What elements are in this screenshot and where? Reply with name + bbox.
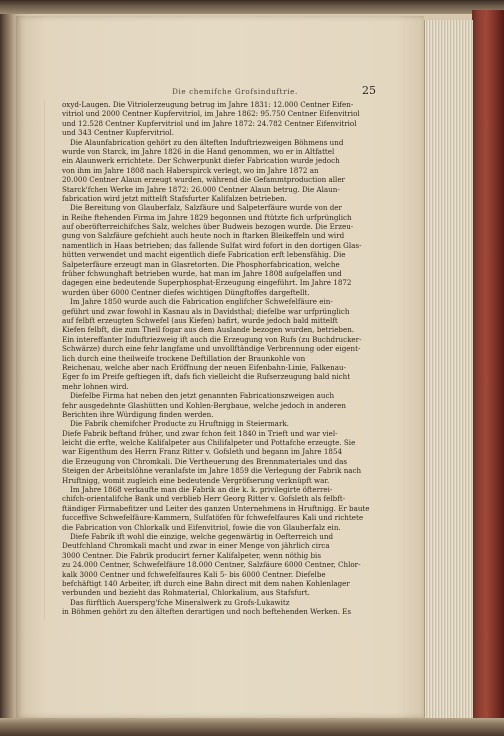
text-line: lich durch eine theilweife trockene Deftillation der Braunkohle von xyxy=(62,353,306,363)
page-stack-edge xyxy=(424,20,473,720)
text-line: die Fabrication von Chlorkalk und Eifenvitriol, fowie die von Glauberfalz ein. xyxy=(62,522,341,532)
text-line: Hruftnigg, womit zugleich eine bedeutende Vergröfserung verknüpft war. xyxy=(62,475,330,485)
text-line: und 12.528 Centner Kupfervitriol und im Jahre 1872: 24.782 Centner Eifenvitriol xyxy=(62,118,357,128)
text-line: Diefelbe Firma hat neben den jetzt genannten Fabricationszweigen auch xyxy=(70,391,335,401)
text-line: chifch-orientalifche Bank und verblieb Herr Georg Ritter v. Gofsleth als felbft- xyxy=(62,494,346,504)
text-line: 20.000 Centner Alaun erzeugt wurden, während die Gefammtproduction aller xyxy=(62,175,345,185)
text-line: Im Jahre 1850 wurde auch die Fabrication englifcher Schwefelfäure ein- xyxy=(70,297,333,307)
page-number: 25 xyxy=(362,84,376,97)
text-line: fucceffive Schwefelfäure-Kammern, Sulfatöfen für fchwefelfaures Kali und richtete xyxy=(62,513,364,523)
text-line: wurde von Starck, im Jahre 1826 in die Hand genommen, wo er in Altfattel xyxy=(62,146,335,156)
book-top-edge xyxy=(0,0,504,14)
text-line: Diefe Fabrik ift wohl die einzige, welche gegenwärtig in Oefterreich und xyxy=(70,531,334,541)
text-line: vitriol und 2000 Centner Kupfervitriol, im Jahre 1862: 95.750 Centner Eifenvitriol xyxy=(62,109,360,119)
text-line: von ihm im Jahre 1808 nach Haberspirck verlegt, wo im Jahre 1872 an xyxy=(62,165,319,175)
text-line: geführt und zwar fowohl in Kasnau als in Davidsthal; diefelbe war urfprünglich xyxy=(62,306,350,316)
text-line: leicht die erfte, welche Kalifalpeter aus Chilifalpeter und Pottafche erzeugte. Sie xyxy=(62,438,356,448)
book-bottom-edge xyxy=(0,718,504,736)
text-line: mehr lohnen wird. xyxy=(62,381,129,391)
text-line: zu 24.000 Centner, Schwefelfäure 18.000 Centner, Salzfäure 6000 Centner, Chlor- xyxy=(62,560,361,570)
text-line: fabrication wird jetzt mittelft Stafsfurter Kalifalzen betrieben. xyxy=(62,193,287,203)
running-head: Die chemifche Grofsinduftrie. xyxy=(172,87,298,96)
text-line: Steigen der Arbeitslöhne veranlafste im Jahre 1859 die Verlegung der Fabrik nach xyxy=(62,466,362,476)
text-line: Die Alaunfabrication gehört zu den älteften Induftriezweigen Böhmens und xyxy=(70,137,344,147)
text-line: Schwärze) durch eine fehr langfame und unvollftändige Verbrennung oder eigent- xyxy=(62,344,361,354)
text-line: früher fchwunghaft betrieben wurde, hat man im Jahre 1808 aufgelaffen und xyxy=(62,269,342,279)
text-line: Ein intereffanter Induftriezweig ift auch die Erzeugung von Rufs (zu Buchdrucker- xyxy=(62,334,362,344)
text-line: Berichten ihre Würdigung finden werden. xyxy=(62,409,214,419)
text-line: Kiefen felbft, die zum Theil fogar aus dem Auslande bezogen wurden, betrieben. xyxy=(62,325,355,335)
text-line: Eger fo im Preife geftiegen ift, dafs fich vielleicht die Rufserzeugung bald nicht xyxy=(62,372,351,382)
text-line: kalk 3000 Centner und fchwefelfaures Kali 5- bis 6000 Centner. Diefelbe xyxy=(62,569,326,579)
text-line: Deutfchland Chromkali macht und zwar in einer Menge von jährlich circa xyxy=(62,541,330,551)
text-line: auf oberöfterreichifches Salz, welches über Budweis bezogen wurde. Die Erzeu- xyxy=(62,222,354,232)
text-line: hütten verwendet und macht eigentlich diefe Fabrication erft lebensfähig. Die xyxy=(62,250,346,260)
text-line: die Erzeugung von Chromkali. Die Vertheuerung des Brennmateriales und das xyxy=(62,456,348,466)
text-line: namentlich in Haas betrieben; das fallende Sulfat wird fofort in den dortigen Glas- xyxy=(62,240,362,250)
gutter-shadow xyxy=(44,100,45,620)
text-line: ein Alaunwerk errichtete. Der Schwerpunkt diefer Fabrication wurde jedoch xyxy=(62,156,340,166)
text-line: wurden über 6000 Centner diefes wichtigen Düngftoffes dargeftellt. xyxy=(62,287,310,297)
text-line: und 343 Centner Kupfervitriol. xyxy=(62,128,174,138)
text-line: verbunden und bezieht das Rohmaterial, Chlorkalium, aus Stafsfurt. xyxy=(62,588,310,598)
book-cover-edge xyxy=(472,10,504,726)
text-line: Diefe Fabrik beftand früher, und zwar fchon feit 1840 in Trieft und war viel- xyxy=(62,428,338,438)
text-line: oxyd-Laugen. Die Vitriolerzeugung betrug im Jahre 1831: 12.000 Centner Eifen- xyxy=(62,100,354,109)
text-line: Starck'fchen Werke im Jahre 1872: 26.000 Centner Alaun betrug. Die Alaun- xyxy=(62,184,340,194)
text-line: Die Bereitung von Glauberfalz, Salzfäure und Salpeterfäure wurde von der xyxy=(70,203,342,213)
text-line: 3000 Centner. Die Fabrik producirt ferner Kalifalpeter, wenn nöthig bis xyxy=(62,550,321,560)
text-line: Reichenau, welche aber nach Eröffnung der neuen Eifenbahn-Linie, Falkenau- xyxy=(62,362,347,372)
text-line: Im Jahre 1868 verkaufte man die Fabrik an die k. k. privilegirte öfterrei- xyxy=(70,485,333,495)
text-line: war Eigenthum des Herrn Franz Ritter v. Gofsleth und begann im Jahre 1854 xyxy=(62,447,343,457)
text-line: Die Fabrik chemifcher Producte zu Hruftnigg in Steiermark. xyxy=(70,419,289,429)
text-line: auf felbft erzeugten Schwefel (aus Kiefen) bafirt, wurde jedoch bald mittelft xyxy=(62,315,338,325)
text-line: dagegen eine bedeutende Superphosphat-Erzeugung eingeführt. Im Jahre 1872 xyxy=(62,278,352,288)
body-text xyxy=(62,100,376,616)
text-line: Das fürftlich Auersperg'fche Mineralwerk zu Grofs-Lukawitz xyxy=(70,597,290,607)
text-line: Salpeterfäure erzeugt man in Glasretorten. Die Phosphorfabrication, welche xyxy=(62,259,340,269)
text-line: gung von Salzfäure gefchieht auch heute noch in ftarken Bleikeffeln und wird xyxy=(62,231,345,241)
text-line: ftändiger Firmabefitzer und Leiter des ganzen Unternehmens in Hruftnigg. Er baute xyxy=(62,503,370,513)
text-line: befchäftigt 140 Arbeiter, ift durch eine Bahn direct mit dem nahen Kohlenlager xyxy=(62,578,350,588)
text-line: in Böhmen gehört zu den älteften derartigen und noch beftehenden Werken. Es xyxy=(62,607,352,617)
text-line: fehr ausgedehnte Glashütten und Kohlen-Bergbaue, welche jedoch in anderen xyxy=(62,400,346,410)
text-line: in Reihe ftehenden Firma im Jahre 1829 begonnen und ftützte fich urfprünglich xyxy=(62,212,352,222)
